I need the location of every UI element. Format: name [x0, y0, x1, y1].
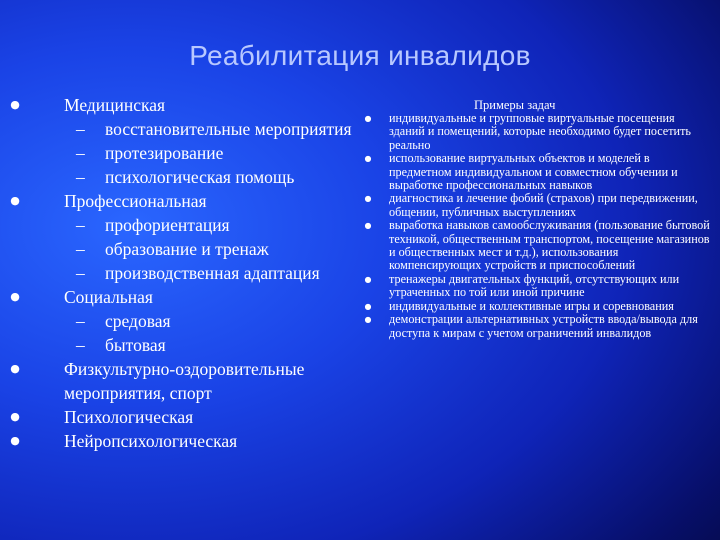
- list-item: [8, 285, 360, 309]
- sub-list-item: [8, 141, 360, 165]
- dash-icon: –: [76, 167, 85, 187]
- sub-list-item: [8, 117, 360, 141]
- sub-list-item-label: бытовая: [105, 335, 166, 355]
- sub-list-item: [8, 333, 360, 357]
- sub-list-item: [8, 309, 360, 333]
- bullet-dot-icon: ●: [10, 362, 20, 375]
- sub-list-item-label: восстановительные мероприятия: [105, 119, 352, 139]
- task-item: [362, 300, 710, 313]
- dash-icon: –: [76, 335, 85, 355]
- sub-list-item-label: производственная адаптация: [105, 263, 320, 283]
- tasks-panel: [362, 98, 710, 340]
- task-item-text: использование виртуальных объектов и моделей в предметном индивидуальном и совместном обучении и выработке профессиональных навыков: [389, 151, 678, 193]
- tasks-heading: Примеры задач: [474, 98, 556, 112]
- dash-icon: –: [76, 119, 85, 139]
- sub-list-item: [8, 213, 360, 237]
- bullet-dot-icon: ●: [364, 315, 372, 325]
- list-item-label: Нейропсихологическая: [64, 431, 238, 451]
- list-item: [8, 93, 360, 117]
- task-item-text: выработка навыков самообслуживания (пользование бытовой техникой, общественным транспортом, посещение магазинов и общественных мест и т.д.), использования компенсирующих устройств и приспособлений: [389, 218, 710, 273]
- bullet-dot-icon: ●: [364, 194, 372, 204]
- task-item-text: индивидуальные и групповые виртуальные посещения зданий и помещений, которые необходимо будет посетить реально: [389, 111, 691, 152]
- list-item: [8, 405, 360, 429]
- sub-list-item-label: профориентация: [105, 215, 230, 235]
- task-item-text: диагностика и лечение фобий (страхов) при передвижении, общении, публичных выступлениях: [389, 191, 698, 219]
- bullet-dot-icon: ●: [10, 410, 20, 423]
- sub-list-item-label: психологическая помощь: [105, 167, 295, 187]
- sub-list-item-label: протезирование: [105, 143, 224, 163]
- bullet-dot-icon: ●: [364, 154, 372, 164]
- task-item: [362, 273, 710, 300]
- list-item-label: Социальная: [64, 287, 153, 307]
- bullet-dot-icon: ●: [10, 194, 20, 207]
- bullet-dot-icon: ●: [364, 274, 372, 284]
- dash-icon: –: [76, 215, 85, 235]
- task-item-text: демонстрации альтернативных устройств ввода/вывода для доступа к мирам с учетом ограничений инвалидов: [389, 312, 698, 340]
- list-item: [8, 429, 360, 453]
- task-item: [362, 152, 710, 192]
- task-item: [362, 112, 710, 152]
- bullet-dot-icon: ●: [364, 221, 372, 231]
- list-item-label: Психологическая: [64, 407, 194, 427]
- sub-list-item: [8, 237, 360, 261]
- bullet-dot-icon: ●: [364, 114, 372, 123]
- bullet-dot-icon: ●: [10, 98, 20, 111]
- task-item: [362, 313, 710, 340]
- sub-list-item: [8, 165, 360, 189]
- task-item-text: индивидуальные и коллективные игры и соревнования: [389, 298, 674, 313]
- slide-title: Реабилитация инвалидов: [189, 40, 531, 71]
- list-item-label: Профессиональная: [64, 191, 207, 211]
- bullet-dot-icon: ●: [364, 301, 372, 311]
- bullet-dot-icon: ●: [10, 434, 20, 447]
- rehab-types-list: [8, 93, 360, 453]
- dash-icon: –: [76, 263, 85, 283]
- task-item-text: тренажеры двигательных функций, отсутствующих или утраченных по той или иной причине: [389, 271, 680, 300]
- list-item-label: Медицинская: [64, 95, 166, 115]
- dash-icon: –: [76, 143, 85, 163]
- dash-icon: –: [76, 311, 85, 331]
- task-item: [362, 192, 710, 219]
- sub-list-item-label: образование и тренаж: [105, 239, 269, 259]
- list-item-label: Физкультурно-оздоровительные мероприятия, спорт: [64, 359, 305, 403]
- dash-icon: –: [76, 239, 85, 259]
- list-item: [8, 189, 360, 213]
- list-item: [8, 357, 360, 405]
- bullet-dot-icon: ●: [10, 290, 20, 303]
- sub-list-item-label: средовая: [105, 311, 171, 331]
- task-item: [362, 219, 710, 273]
- sub-list-item: [8, 261, 360, 285]
